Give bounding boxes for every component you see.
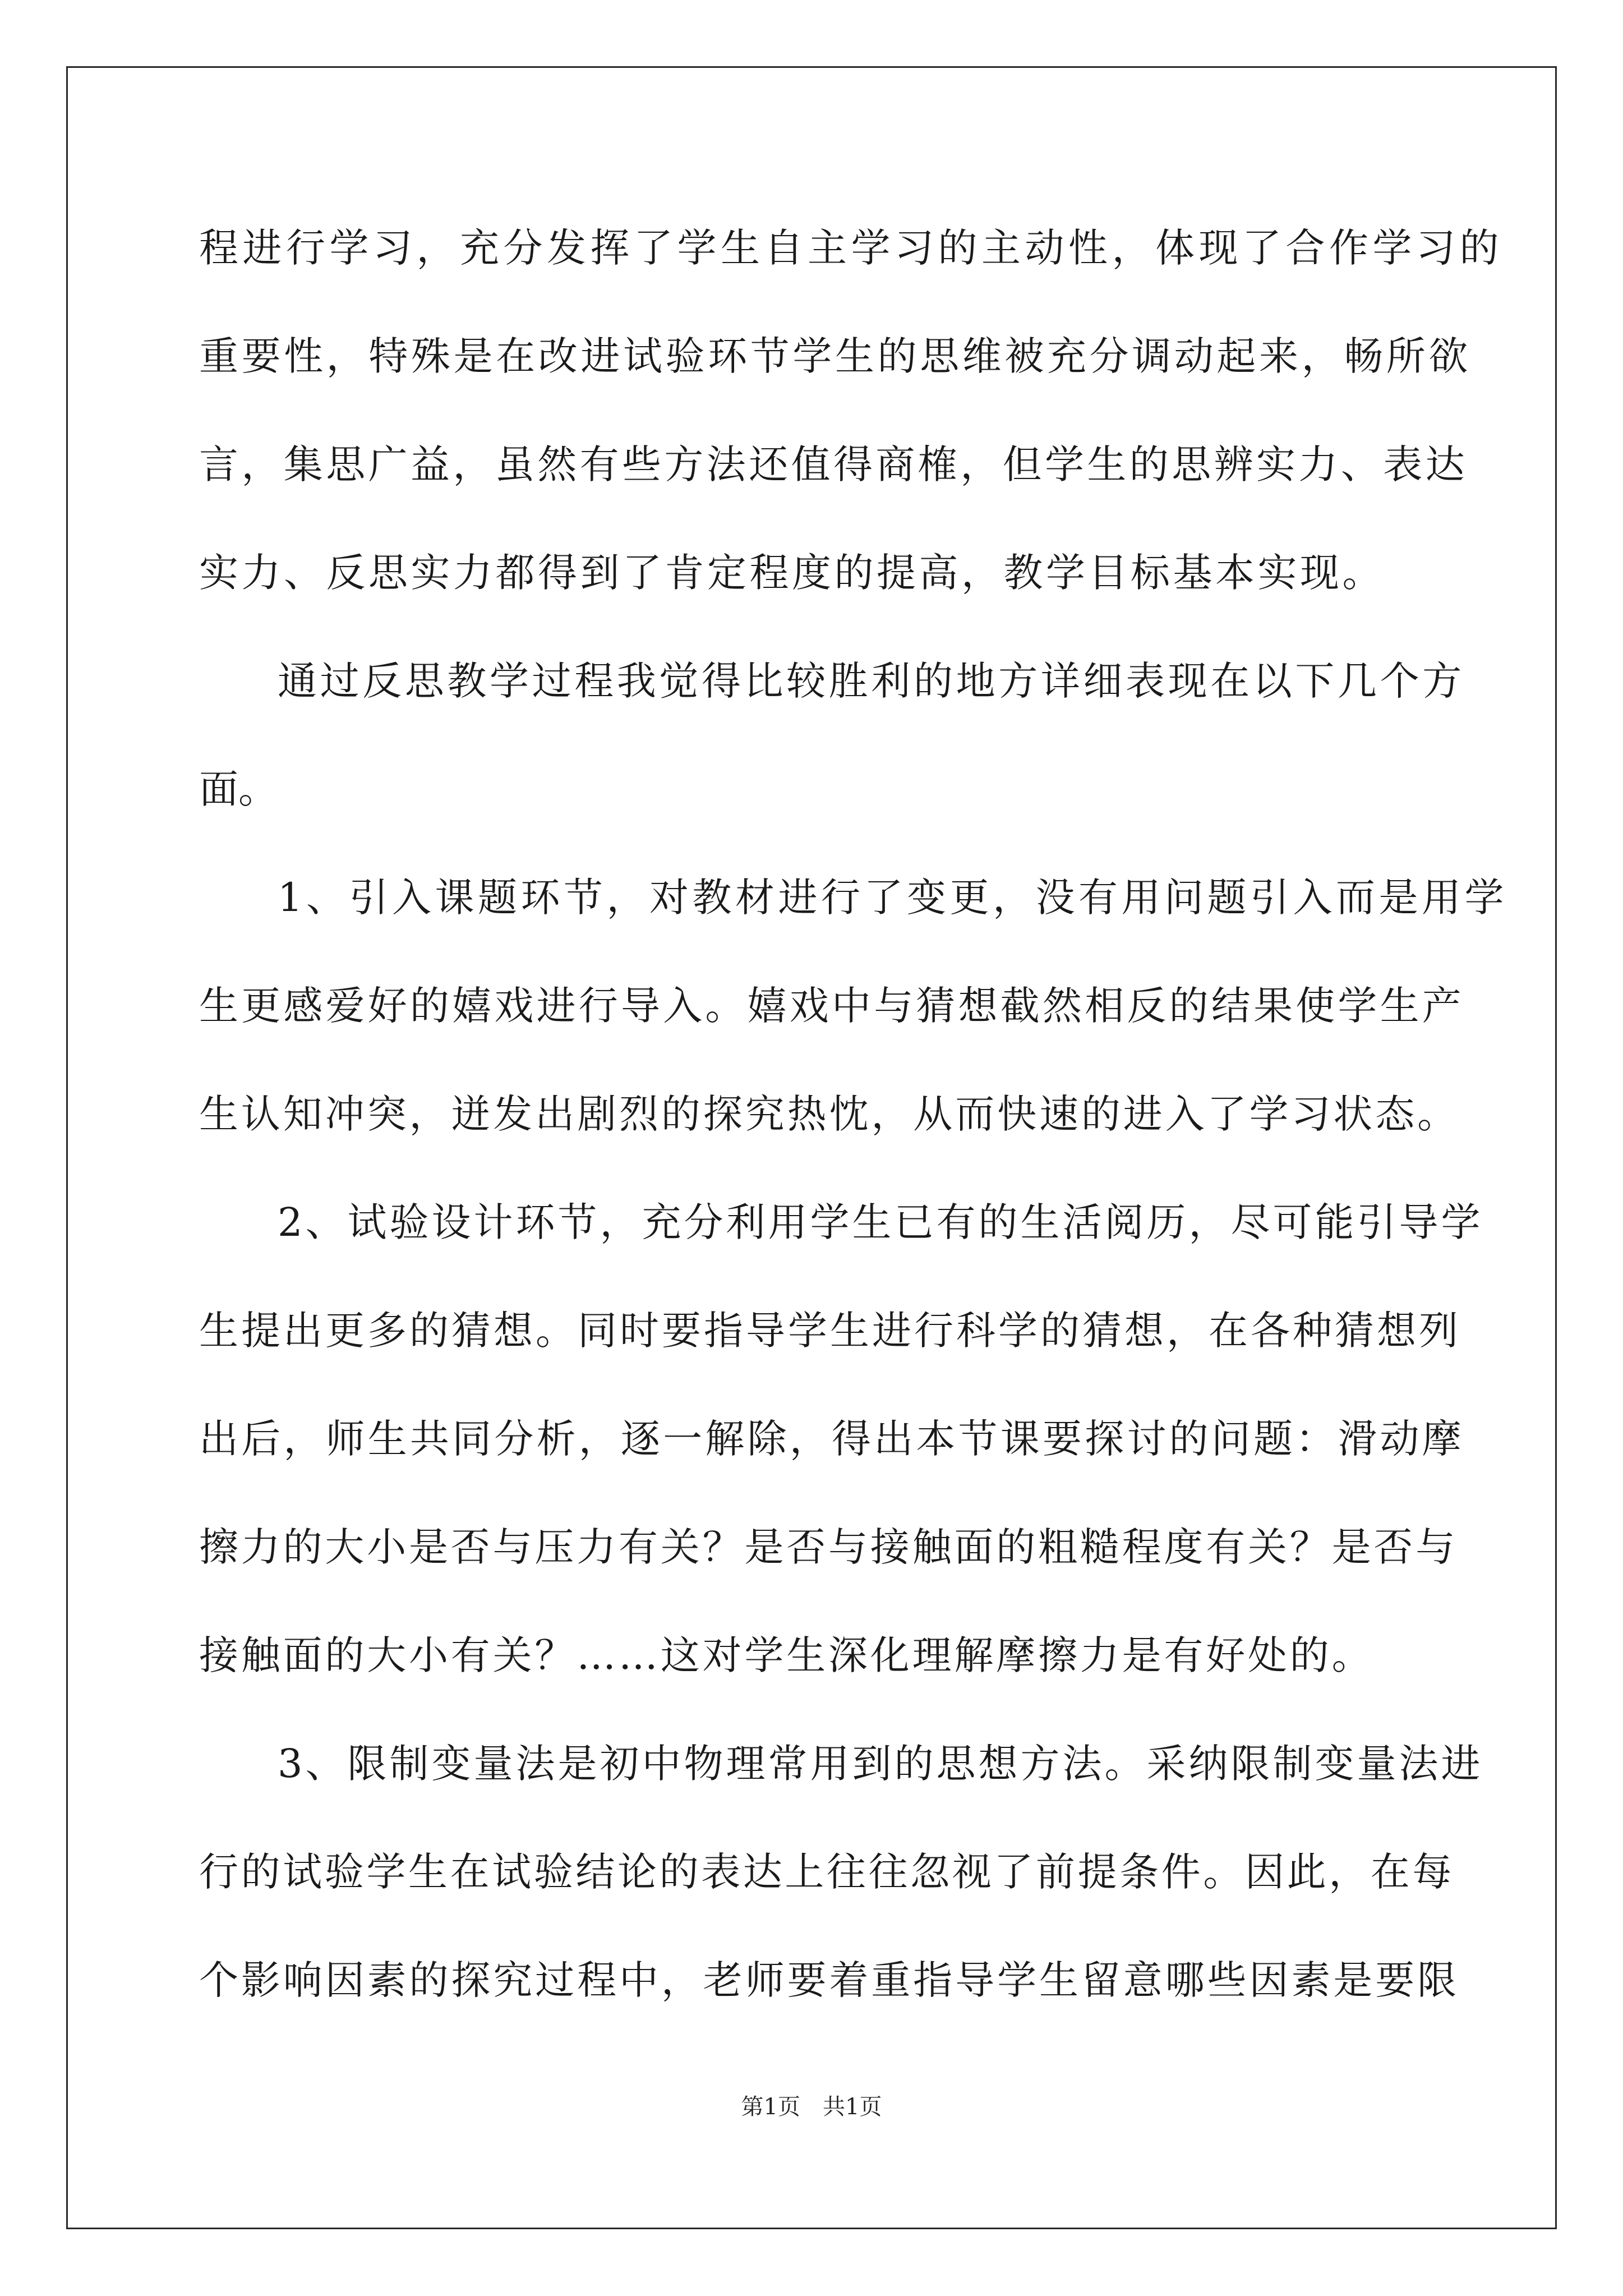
document-body <box>199 209 1508 2049</box>
text-line: 言，集思广益，虽然有些方法还值得商榷，但学生的思辨实力、表达 <box>199 441 1468 487</box>
text-line: 生更感爱好的嬉戏进行导入。嬉戏中与猜想截然相反的结果使学生产 <box>199 983 1464 1029</box>
text-line: 接触面的大小有关？……这对学生深化理解摩擦力是有好处的。 <box>199 1632 1374 1678</box>
text-line: 实力、反思实力都得到了肯定程度的提高，教学目标基本实现。 <box>199 550 1385 596</box>
text-line: 重要性，特殊是在改进试验环节学生的思维被充分调动起来，畅所欲 <box>199 333 1471 379</box>
page-number: 第1页 <box>741 2094 800 2120</box>
paragraph-start-line: 1、引入课题环节，对教材进行了变更，没有用问题引入而是用学 <box>278 875 1508 921</box>
page-footer <box>0 2091 1623 2123</box>
paragraph-start-line: 通过反思教学过程我觉得比较胜利的地方详细表现在以下几个方 <box>278 658 1465 704</box>
text-line: 擦力的大小是否与压力有关？是否与接触面的粗糙程度有关？是否与 <box>199 1524 1458 1570</box>
text-line: 程进行学习，充分发挥了学生自主学习的主动性，体现了合作学习的 <box>199 225 1503 271</box>
text-line: 生提出更多的猜想。同时要指导学生进行科学的猜想，在各种猜想列 <box>199 1308 1461 1354</box>
text-line: 出后，师生共同分析，逐一解除，得出本节课要探讨的问题：滑动摩 <box>199 1416 1464 1462</box>
text-line: 生认知冲突，迸发出剧烈的探究热忱，从而快速的进入了学习状态。 <box>199 1091 1459 1137</box>
paragraph-start-line: 2、试验设计环节，充分利用学生已有的生活阅历，尽可能引导学 <box>278 1199 1483 1245</box>
text-line: 面。 <box>199 766 278 812</box>
paragraph-start-line: 3、限制变量法是初中物理常用到的思想方法。采纳限制变量法进 <box>278 1741 1483 1787</box>
page-total: 共1页 <box>823 2094 882 2120</box>
text-line: 行的试验学生在试验结论的表达上往往忽视了前提条件。因此，在每 <box>199 1849 1454 1895</box>
text-line: 个影响因素的探究过程中，老师要着重指导学生留意哪些因素是要限 <box>199 1957 1459 2003</box>
